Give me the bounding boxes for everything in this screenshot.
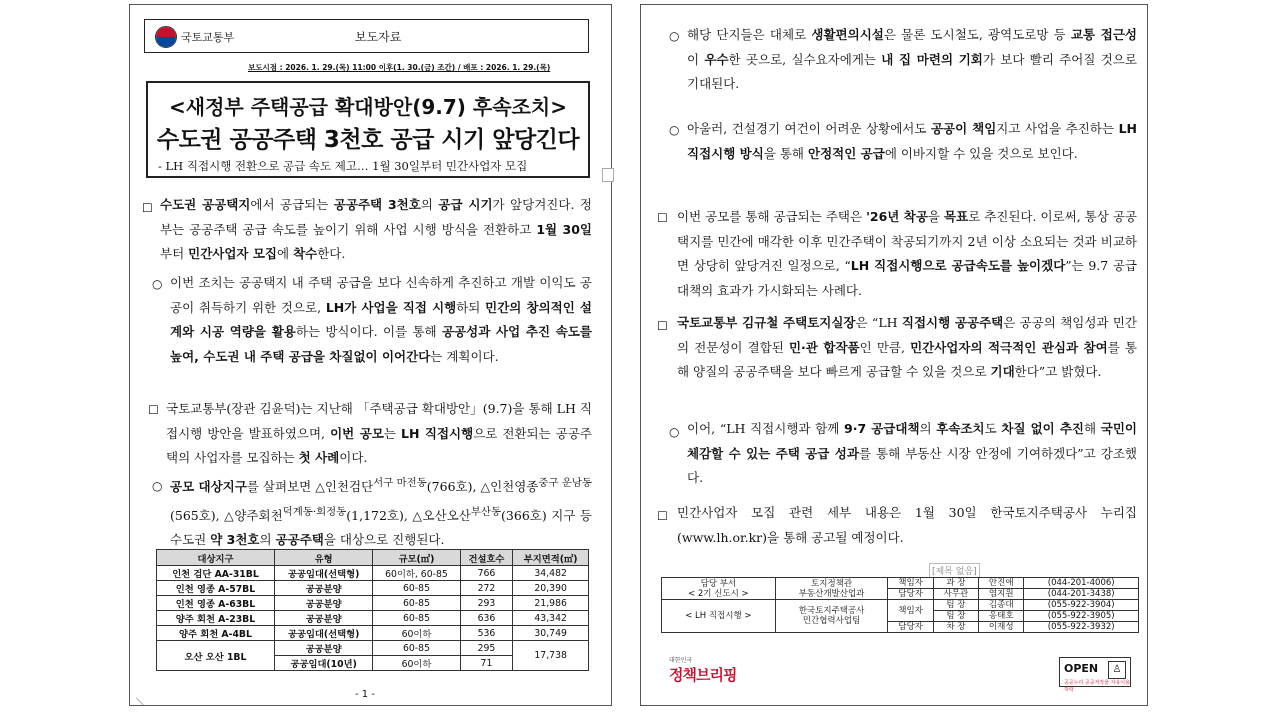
table-cell: 60이하: [373, 626, 460, 641]
table-cell: 양주 회천 A-4BL: [157, 626, 275, 641]
table-header: 건설호수: [460, 550, 513, 566]
contact-name: 안진애: [979, 578, 1024, 589]
contact-role: 담당자: [888, 622, 933, 633]
table-cell: 295: [460, 641, 513, 656]
contact-name: 김종대: [979, 600, 1024, 611]
contact-phone: (044-201-4006): [1024, 578, 1139, 589]
table-row: [157, 596, 589, 611]
table-cell: 인천 영종 A-63BL: [157, 596, 275, 611]
contact-role: 책임자: [888, 578, 933, 589]
table-cell: 양주 회천 A-23BL: [157, 611, 275, 626]
government-emblem-icon: [155, 26, 177, 48]
ministry-name: 국토교통부: [181, 31, 235, 44]
table-cell: 60-85: [373, 581, 460, 596]
table-cell: 272: [460, 581, 513, 596]
table-cell: 공공임대(10년): [274, 656, 372, 671]
table-cell: 20,390: [513, 581, 589, 596]
table-cell: 공공분양: [274, 641, 372, 656]
p2-sub-paragraph-2: 아울러, 건설경기 여건이 어려운 상황에서도 공공이 책임지고 사업을 추진하는 LH 직접시행 방식을 통해 안정적인 공급에 이바지할 수 있을 것으로 보인다.: [687, 121, 1137, 161]
table-cell: 60-85: [373, 596, 460, 611]
contact-title: 차 장: [933, 622, 978, 633]
office-2: 한국토지주택공사 민간협력사업팀: [775, 600, 888, 633]
circle-bullet-icon: ○: [669, 425, 680, 439]
circle-bullet-icon: ○: [669, 123, 680, 137]
title-box: [146, 81, 590, 178]
paragraph-2: 국토교통부(장관 김윤덕)는 지난해 「주택공급 확대방안」(9.7)을 통해 LH 직접시행 방안을 발표하였으며, 이번 공모는 LH 직접시행으로 전환되는 공공주택의 사업자를 모집하는 첫 사례이다.: [166, 401, 593, 465]
p2-paragraph-3: 민간사업자 모집 관련 세부 내용은 1월 30일 한국토지주택공사 누리집 (www.lh.or.kr)을 통해 공고될 예정이다.: [677, 505, 1137, 545]
person-icon: ♙: [1108, 661, 1126, 679]
table-row: [157, 641, 589, 656]
contact-phone: (044-201-3438): [1024, 589, 1139, 600]
table-cell: 293: [460, 596, 513, 611]
p2-paragraph-1: 이번 공모를 통해 공급되는 주택은 '26년 착공을 목표로 추진된다. 이로써, 통상 공공택지를 민간에 매각한 이후 민간주택이 착공되기까지 2년 이상 소요되는 것과 비교하면 상당히 앞당겨진 일정으로, “LH 직접시행으로 공급속도를 높이겠다”는 9.7 공급대책의 효과가 가시화되는 사례다.: [677, 209, 1137, 298]
table-cell: 71: [460, 656, 513, 671]
embargo-line: 보도시점 : 2026. 1. 29.(목) 11:00 이후(1. 30.(금) 조간) / 배포 : 2026. 1. 29.(목): [248, 63, 551, 72]
table-cell: 공공분양: [274, 611, 372, 626]
table-cell: 인천 영종 A-57BL: [157, 581, 275, 596]
table-cell: 766: [460, 566, 513, 581]
table-cell: 636: [460, 611, 513, 626]
document-page-1: [129, 4, 612, 706]
table-cell: 인천 검단 AA-31BL: [157, 566, 275, 581]
table-cell: 오산 오산 1BL: [157, 641, 275, 671]
table-header: 유형: [274, 550, 372, 566]
table-cell: 30,749: [513, 626, 589, 641]
no-title-label: [제목 없음]: [929, 563, 980, 578]
square-bullet-icon: ☐: [657, 509, 668, 523]
press-header: [144, 19, 589, 53]
contact-role: 담당자: [888, 589, 933, 600]
title-line-1: <새정부 주택공급 확대방안(9.7) 후속조치>: [169, 95, 567, 119]
page-corner-mark: [136, 691, 151, 706]
table-row: [157, 626, 589, 641]
contact-title: 사무관: [933, 589, 978, 600]
circle-bullet-icon: ○: [152, 479, 163, 493]
title-line-2: 수도권 공공주택 3천호 공급 시기 앞당긴다: [156, 127, 580, 153]
contact-phone: (055-922-3905): [1024, 611, 1139, 622]
contact-phone: (055-922-3904): [1024, 600, 1139, 611]
contact-phone: (055-922-3932): [1024, 622, 1139, 633]
table-cell: 60-85: [373, 641, 460, 656]
table-cell: 공공임대(선택형): [274, 626, 372, 641]
p2-sub-paragraph-3: 이어, “LH 직접시행과 함께 9·7 공급대책의 후속조치도 차질 없이 추진해 국민이 체감할 수 있는 주택 공급 성과를 통해 부동산 시장 안정에 기여하겠다”고 강조했다.: [687, 421, 1137, 485]
sub-paragraph-2: 공모 대상지구를 살펴보면 △인천검단$^{서구 마전동}$(766호), △인천영종$^{중구 운남동}$(565호), △양주회천$^{덕계동\cdot 회정동}$(1,172호), △오산오산$^{부산동}$(366호) 지구 등 수도권 약 3천호의 공공주택을 대상으로 진행된다.: [170, 477, 592, 548]
contact-name: 이재성: [979, 622, 1024, 633]
table-cell: 43,342: [513, 611, 589, 626]
contact-name: 염지원: [979, 589, 1024, 600]
page-marker: [602, 168, 614, 182]
square-bullet-icon: ☐: [142, 201, 153, 215]
page-number: - 1 -: [355, 689, 375, 700]
table-header: 대상지구: [157, 550, 275, 566]
table-row: [157, 581, 589, 596]
table-cell: 17,738: [513, 641, 589, 671]
contact-table: [661, 577, 1139, 633]
sub-paragraph-1: 이번 조치는 공공택지 내 주택 공급을 보다 신속하게 추진하고 개발 이익도 공공이 취득하기 위한 것으로, LH가 사업을 직접 시행하되 민간의 창의적인 설계와 시공 역량을 활용하는 방식이다. 이를 통해 공공성과 사업 추진 속도를 높여, 수도권 내 주택 공급을 차질없이 이어간다는 계획이다.: [170, 275, 592, 364]
contact-title: 팀 장: [933, 600, 978, 611]
contact-title: 과 장: [933, 578, 978, 589]
dept-label-2: < LH 직접시행 >: [662, 600, 776, 633]
circle-bullet-icon: ○: [669, 29, 680, 43]
dept-label-1: 담당 부서 < 2기 신도시 >: [662, 578, 776, 600]
contact-title: 팀 장: [933, 611, 978, 622]
p2-sub-paragraph-1: 해당 단지들은 대체로 생활편의시설은 물론 도시철도, 광역도로망 등 교통 접근성이 우수한 곳으로, 실수요자에게는 내 집 마련의 기회가 보다 빨리 주어질 것으로 기대된다.: [687, 27, 1137, 91]
doc-type: 보도자료: [355, 30, 402, 44]
office-1: 토지정책관 부동산개발산업과: [775, 578, 888, 600]
table-cell: 60이하: [373, 656, 460, 671]
lead-paragraph: 수도권 공공택지에서 공급되는 공공주택 3천호의 공급 시기가 앞당겨진다. 정부는 공공주택 공급 속도를 높이기 위해 사업 시행 방식을 전환하고 1월 30일부터 민간사업자 모집에 착수한다.: [160, 197, 592, 261]
circle-bullet-icon: ○: [152, 277, 163, 291]
subtitle: - LH 직접시행 전환으로 공급 속도 제고… 1월 30일부터 민간사업자 모집: [158, 159, 528, 173]
p2-paragraph-2: 국토교통부 김규철 주택토지실장은 “LH 직접시행 공공주택은 공공의 책임성과 민간의 전문성이 결합된 민·관 합작품인 만큼, 민간사업자의 적극적인 관심과 참여를 통해 양질의 공공주택을 보다 빠르게 공급할 수 있을 것으로 기대한다”고 밝혔다.: [677, 315, 1138, 379]
open-license-logo: OPEN ♙ 공공누리 공공저작물 자유이용허락: [1059, 657, 1131, 687]
table-cell: 60이하, 60-85: [373, 566, 460, 581]
contact-role: 책임자: [888, 600, 933, 622]
square-bullet-icon: ☐: [657, 211, 668, 225]
sites-table: [156, 549, 589, 671]
table-cell: 60-85: [373, 611, 460, 626]
table-row: [157, 611, 589, 626]
square-bullet-icon: ☐: [657, 319, 668, 333]
table-cell: 공공분양: [274, 596, 372, 611]
policy-briefing-logo: 대한민국 정책브리핑: [669, 657, 737, 684]
contact-name: 옹태호: [979, 611, 1024, 622]
square-bullet-icon: ☐: [148, 403, 159, 417]
document-page-2: [640, 4, 1148, 706]
table-header: 규모(㎡): [373, 550, 460, 566]
table-cell: 21,986: [513, 596, 589, 611]
table-cell: 34,482: [513, 566, 589, 581]
table-cell: 536: [460, 626, 513, 641]
table-row: [157, 566, 589, 581]
table-cell: 공공분양: [274, 581, 372, 596]
table-header: 부지면적(㎡): [513, 550, 589, 566]
table-cell: 공공임대(선택형): [274, 566, 372, 581]
